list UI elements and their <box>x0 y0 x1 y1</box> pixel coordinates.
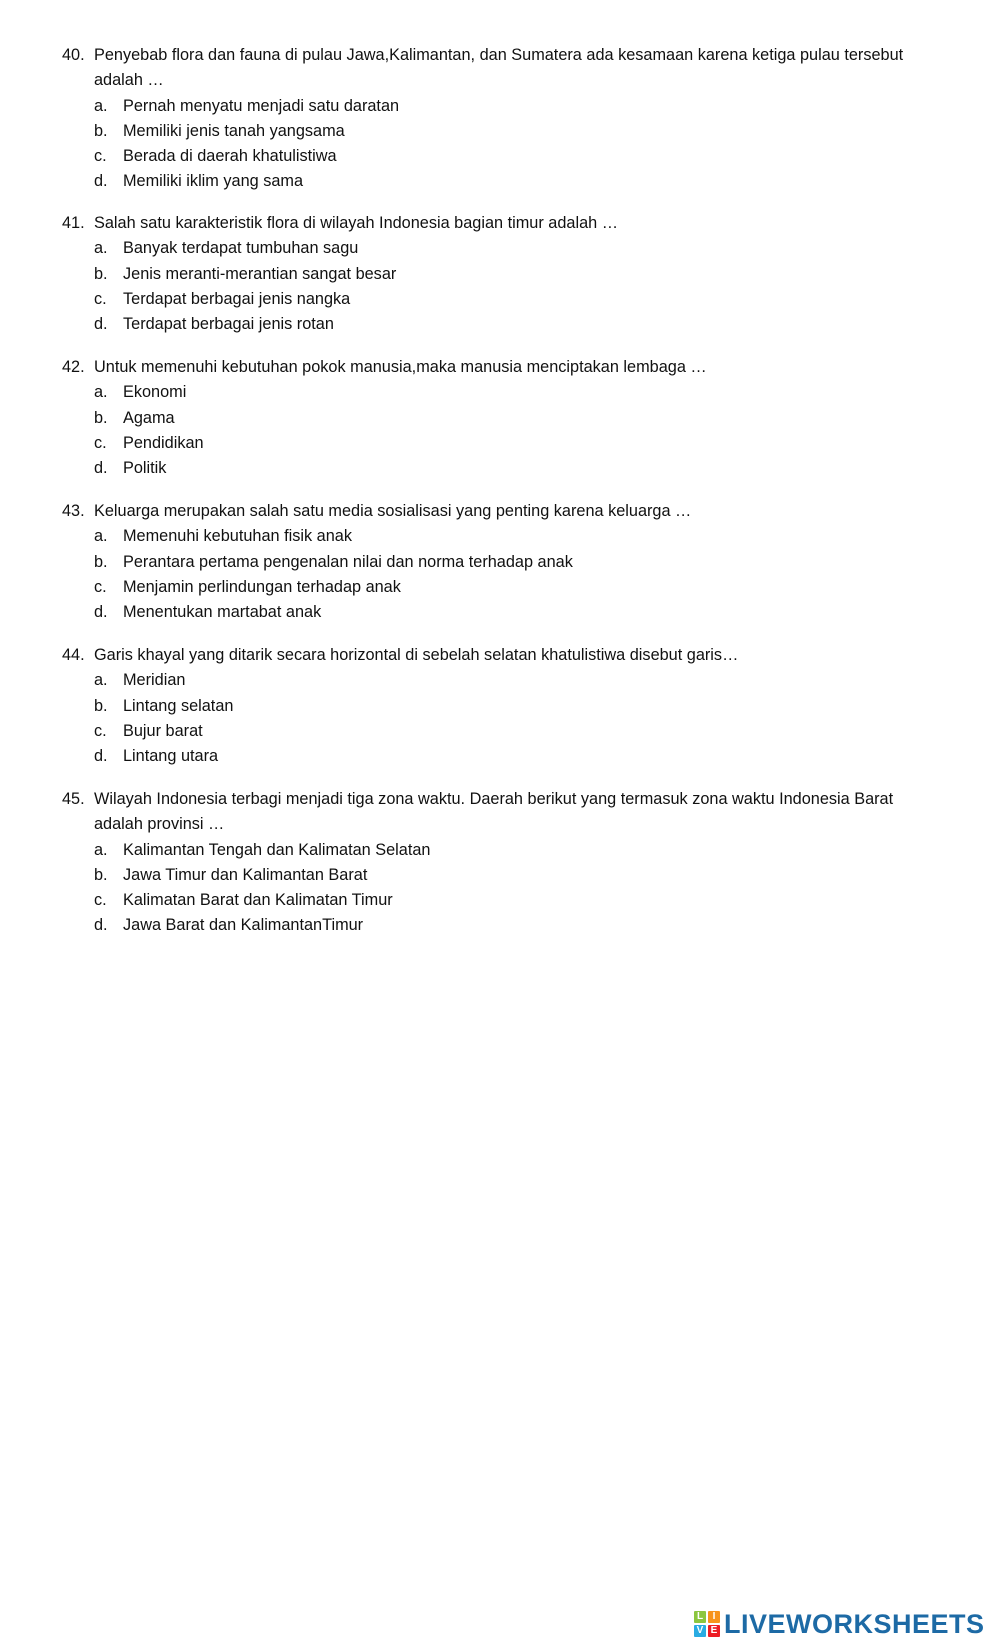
option-text: Berada di daerah khatulistiwa <box>123 147 337 166</box>
question-43 <box>62 499 922 625</box>
question-40 <box>62 43 922 195</box>
answer-options <box>62 668 922 769</box>
question-42 <box>62 355 922 481</box>
logo-mark-tile: E <box>708 1625 720 1637</box>
option-text: Menjamin perlindungan terhadap anak <box>123 577 401 596</box>
option-text: Politik <box>123 459 167 478</box>
option-b[interactable] <box>62 863 922 888</box>
option-text: Jenis meranti-merantian sangat besar <box>123 264 397 283</box>
answer-options <box>62 524 922 625</box>
question-text: Garis khayal yang ditarik secara horizontal di sebelah selatan khatulistiwa disebut garis… <box>94 646 739 664</box>
option-a[interactable] <box>62 236 922 261</box>
option-a[interactable] <box>62 838 922 863</box>
option-text: Agama <box>123 408 175 427</box>
option-letter: c. <box>94 147 107 166</box>
question-text: Wilayah Indonesia terbagi menjadi tiga zona waktu. Daerah berikut yang termasuk zona waktu Indonesia Barat adalah provinsi … <box>94 790 894 834</box>
option-text: Jawa Timur dan Kalimantan Barat <box>123 865 368 884</box>
question-stem <box>62 211 922 236</box>
option-b[interactable] <box>62 550 922 575</box>
option-text: Ekonomi <box>123 383 187 402</box>
logo-mark-tile: V <box>694 1625 706 1637</box>
option-c[interactable] <box>62 575 922 600</box>
question-number: 43. <box>62 502 85 520</box>
option-a[interactable] <box>62 668 922 693</box>
option-a[interactable] <box>62 524 922 549</box>
option-letter: a. <box>94 383 108 402</box>
option-d[interactable] <box>62 744 922 769</box>
option-letter: b. <box>94 121 108 140</box>
option-d[interactable] <box>62 913 922 938</box>
answer-options <box>62 380 922 481</box>
question-stem <box>62 499 922 524</box>
option-text: Meridian <box>123 671 186 690</box>
option-a[interactable] <box>62 380 922 405</box>
question-text: Penyebab flora dan fauna di pulau Jawa,Kalimantan, dan Sumatera ada kesamaan karena ketiga pulau tersebut adalah … <box>94 46 904 90</box>
option-letter: c. <box>94 721 107 740</box>
question-number: 44. <box>62 646 85 664</box>
option-letter: c. <box>94 433 107 452</box>
question-text: Keluarga merupakan salah satu media sosialisasi yang penting karena keluarga … <box>94 502 692 520</box>
option-letter: a. <box>94 96 108 115</box>
question-stem <box>62 43 922 94</box>
option-letter: a. <box>94 527 108 546</box>
option-c[interactable] <box>62 287 922 312</box>
option-text: Terdapat berbagai jenis nangka <box>123 289 351 308</box>
option-letter: b. <box>94 865 108 884</box>
option-c[interactable] <box>62 431 922 456</box>
option-letter: a. <box>94 239 108 258</box>
question-text: Salah satu karakteristik flora di wilayah Indonesia bagian timur adalah … <box>94 214 618 232</box>
option-c[interactable] <box>62 719 922 744</box>
option-text: Memiliki iklim yang sama <box>123 172 304 191</box>
question-number: 41. <box>62 214 85 232</box>
option-d[interactable] <box>62 312 922 337</box>
question-stem <box>62 643 922 668</box>
answer-options <box>62 838 922 939</box>
option-text: Pernah menyatu menjadi satu daratan <box>123 96 400 115</box>
option-letter: b. <box>94 552 108 571</box>
option-letter: d. <box>94 172 108 191</box>
option-text: Lintang selatan <box>123 696 234 715</box>
question-44 <box>62 643 922 769</box>
question-45 <box>62 787 922 939</box>
liveworksheets-logo[interactable] <box>694 1606 985 1642</box>
option-text: Perantara pertama pengenalan nilai dan norma terhadap anak <box>123 552 573 571</box>
option-text: Banyak terdapat tumbuhan sagu <box>123 239 359 258</box>
option-text: Bujur barat <box>123 721 203 740</box>
liveworksheets-logo-text: LIVEWORKSHEETS <box>724 1608 985 1639</box>
option-letter: c. <box>94 577 107 596</box>
option-letter: a. <box>94 671 108 690</box>
option-text: Terdapat berbagai jenis rotan <box>123 315 334 334</box>
option-b[interactable] <box>62 694 922 719</box>
question-number: 45. <box>62 790 85 808</box>
option-text: Jawa Barat dan KalimantanTimur <box>123 916 364 935</box>
option-letter: d. <box>94 747 108 766</box>
option-letter: b. <box>94 264 108 283</box>
question-41 <box>62 211 922 337</box>
answer-options <box>62 94 922 195</box>
answer-options <box>62 236 922 337</box>
option-letter: d. <box>94 315 108 334</box>
option-letter: b. <box>94 696 108 715</box>
option-letter: d. <box>94 916 108 935</box>
option-b[interactable] <box>62 262 922 287</box>
logo-mark-tile: L <box>694 1611 706 1623</box>
option-text: Pendidikan <box>123 433 204 452</box>
liveworksheets-logo-mark <box>694 1611 720 1637</box>
logo-mark-tile: I <box>708 1611 720 1623</box>
option-a[interactable] <box>62 94 922 119</box>
question-text: Untuk memenuhi kebutuhan pokok manusia,maka manusia menciptakan lembaga … <box>94 358 707 376</box>
option-text: Menentukan martabat anak <box>123 603 322 622</box>
option-letter: c. <box>94 891 107 910</box>
option-letter: d. <box>94 603 108 622</box>
option-b[interactable] <box>62 119 922 144</box>
option-text: Kalimatan Barat dan Kalimatan Timur <box>123 891 393 910</box>
option-d[interactable] <box>62 169 922 194</box>
question-stem <box>62 787 922 838</box>
option-letter: c. <box>94 289 107 308</box>
option-text: Kalimantan Tengah dan Kalimatan Selatan <box>123 840 431 859</box>
question-stem <box>62 355 922 380</box>
option-text: Memiliki jenis tanah yangsama <box>123 121 345 140</box>
option-b[interactable] <box>62 406 922 431</box>
option-text: Memenuhi kebutuhan fisik anak <box>123 527 352 546</box>
option-d[interactable] <box>62 456 922 481</box>
option-letter: a. <box>94 840 108 859</box>
option-letter: d. <box>94 459 108 478</box>
question-number: 42. <box>62 358 85 376</box>
option-d[interactable] <box>62 600 922 625</box>
option-c[interactable] <box>62 888 922 913</box>
option-letter: b. <box>94 408 108 427</box>
question-number: 40. <box>62 46 85 64</box>
option-c[interactable] <box>62 144 922 169</box>
option-text: Lintang utara <box>123 747 219 766</box>
